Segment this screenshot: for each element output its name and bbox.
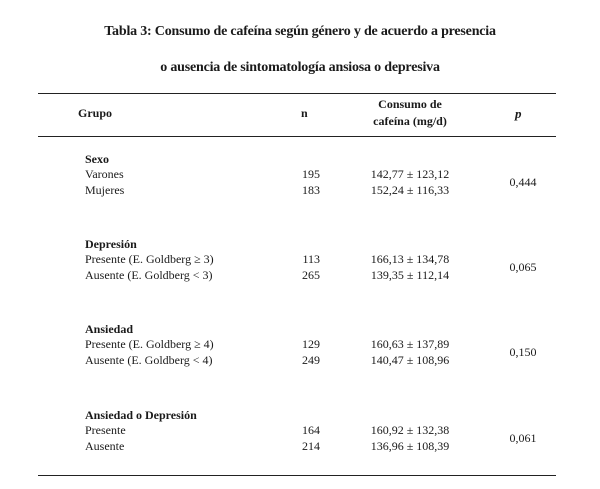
- section-title: Ansiedad o Depresión: [85, 408, 197, 422]
- row-label: Ausente: [85, 439, 125, 453]
- row-consumo: 140,47 ± 108,96: [370, 353, 450, 367]
- row-label: Presente (E. Goldberg ≥ 4): [85, 337, 214, 351]
- p-value: 0,061: [509, 431, 537, 445]
- section-depresion: [0, 237, 600, 297]
- p-value: 0,444: [509, 175, 537, 189]
- p-value: 0,065: [509, 260, 537, 274]
- section-title: Depresión: [85, 237, 137, 251]
- row-consumo: 160,92 ± 132,38: [370, 423, 450, 437]
- row-n: 129: [302, 337, 320, 351]
- row-n: 113: [302, 252, 320, 266]
- header-p: p: [515, 106, 522, 121]
- header-rule: [38, 136, 556, 137]
- header-consumo: [350, 96, 470, 130]
- row-label: Varones: [85, 167, 124, 181]
- section-ansiedad-o-depresion: [0, 408, 600, 468]
- row-consumo: 166,13 ± 134,78: [370, 252, 450, 266]
- top-rule: [38, 93, 556, 94]
- header-consumo-line-2: cafeína (mg/d): [373, 114, 447, 128]
- row-consumo: 139,35 ± 112,14: [370, 268, 450, 282]
- table-title-line-2: o ausencia de sintomatología ansiosa o depresiva: [160, 60, 440, 75]
- row-label: Ausente (E. Goldberg < 3): [85, 268, 213, 282]
- row-n: 249: [302, 353, 320, 367]
- row-n: 164: [302, 423, 320, 437]
- row-n: 265: [302, 268, 320, 282]
- section-title: Ansiedad: [85, 322, 134, 336]
- row-consumo: 142,77 ± 123,12: [370, 167, 450, 181]
- row-label: Presente (E. Goldberg ≥ 3): [85, 252, 214, 266]
- table-title-line-1: Tabla 3: Consumo de cafeína según género y de acuerdo a presencia: [104, 24, 496, 39]
- row-n: 195: [302, 167, 320, 181]
- bottom-rule: [38, 475, 556, 476]
- row-consumo: 152,24 ± 116,33: [370, 183, 450, 197]
- row-label: Mujeres: [85, 183, 125, 197]
- row-consumo: 136,96 ± 108,39: [370, 439, 450, 453]
- row-label: Ausente (E. Goldberg < 4): [85, 353, 213, 367]
- p-value: 0,150: [509, 345, 537, 359]
- header-n: n: [301, 106, 308, 120]
- header-consumo-line-1: Consumo de: [378, 97, 442, 111]
- row-n: 214: [302, 439, 320, 453]
- section-sexo: [0, 152, 600, 212]
- row-n: 183: [302, 183, 320, 197]
- section-title: Sexo: [85, 152, 109, 166]
- section-ansiedad: [0, 322, 600, 382]
- row-consumo: 160,63 ± 137,89: [370, 337, 450, 351]
- row-label: Presente: [85, 423, 126, 437]
- header-grupo: Grupo: [78, 106, 113, 120]
